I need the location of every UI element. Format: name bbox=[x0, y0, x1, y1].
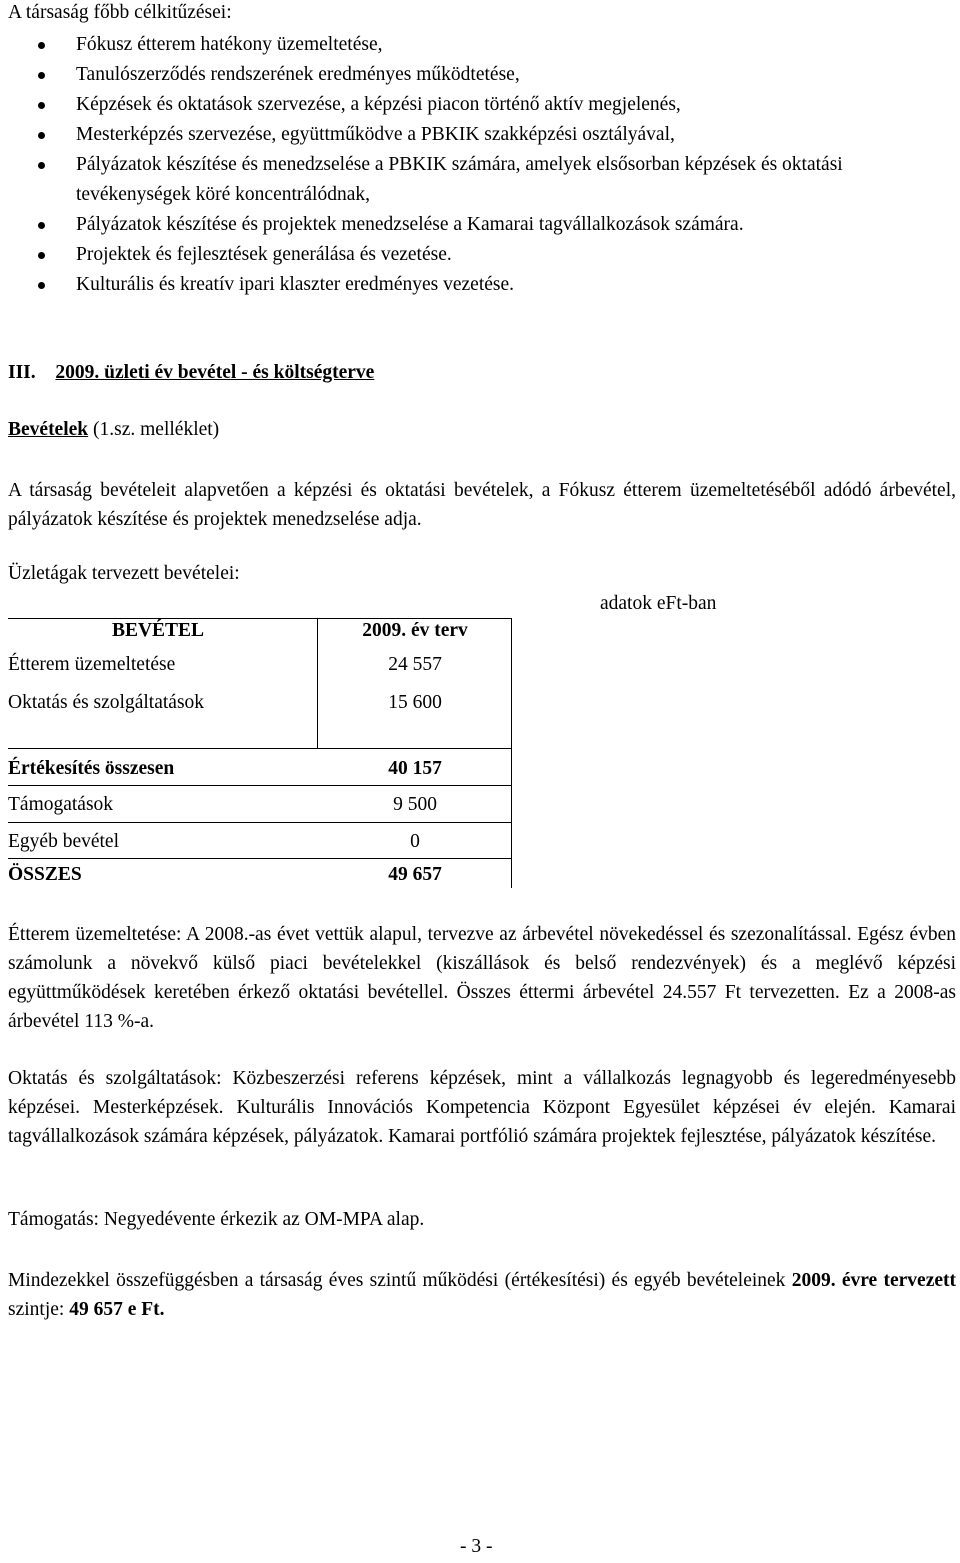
table-row-label: ÖSSZES bbox=[8, 864, 82, 885]
table-row-label: Egyéb bevétel bbox=[8, 831, 119, 852]
summary-paragraph: Mindezekkel összefüggésben a társaság éves szintű működési (értékesítési) és egyéb bevételeinek 2009. évre tervezett szintje: 49 657 e Ft. bbox=[8, 1270, 956, 1320]
table-row-value: 9 500 bbox=[393, 794, 437, 815]
bullet-icon bbox=[38, 222, 45, 229]
section-heading bbox=[8, 362, 374, 384]
table-row-value: 15 600 bbox=[388, 692, 442, 713]
education-paragraph: Oktatás és szolgáltatások: Közbeszerzési referens képzések, mint a vállalkozás legnagyobb és legeredményesebb képzései. Mesterképzések. Kulturális Innovációs Kompetencia Központ Egyesület képzései év elején. Kamarai tagvállalkozások számára képzések, pályázatok. Kamarai portfólió számára projektek fejlesztése, pályázatok készítése. bbox=[8, 1068, 956, 1147]
goals-heading: A társaság főbb célkitűzései: bbox=[8, 2, 232, 23]
revenues-ref: (1.sz. melléklet) bbox=[88, 419, 220, 440]
bullet-icon bbox=[38, 102, 45, 109]
bullet-icon bbox=[38, 132, 45, 139]
table-border bbox=[8, 785, 512, 786]
bullet-icon bbox=[38, 42, 45, 49]
goal-item: Tanulószerződés rendszerének eredményes működtetése, bbox=[0, 60, 960, 90]
bullet-icon bbox=[38, 282, 45, 289]
page-number: - 3 - bbox=[460, 1536, 493, 1557]
goal-item: Kulturális és kreatív ipari klaszter eredményes vezetése. bbox=[0, 270, 960, 300]
table-row-value: 24 557 bbox=[388, 654, 442, 675]
support-paragraph: Támogatás: Negyedévente érkezik az OM-MPA alap. bbox=[8, 1209, 425, 1230]
table-header-year: 2009. év terv bbox=[362, 620, 468, 641]
table-row-value: 49 657 bbox=[388, 864, 442, 885]
table-row-label: Értékesítés összesen bbox=[8, 758, 175, 779]
table-row-label: Oktatás és szolgáltatások bbox=[8, 692, 205, 713]
restaurant-paragraph: Étterem üzemeltetése: A 2008.-as évet vettük alapul, tervezve az árbevétel növekedéssel és szezonalítással. Egész évben számolunk a növekvő külső piaci bevételekkel (kiszállások és belső rendezvények) és a meglévő képzési együttműködések keretében érkező oktatási bevétellel. Összes éttermi árbevétel 24.557 Ft tervezetten. Ez a 2008-as árbevétel 113 %-a. bbox=[8, 924, 956, 1032]
bullet-icon bbox=[38, 252, 45, 259]
section-number: III. bbox=[8, 362, 36, 383]
table-border bbox=[8, 618, 512, 619]
goal-item: Projektek és fejlesztések generálása és vezetése. bbox=[0, 240, 960, 270]
table-row-value: 40 157 bbox=[388, 758, 442, 779]
table-row-label: Támogatások bbox=[8, 794, 114, 815]
planned-revenues-label: Üzletágak tervezett bevételei: bbox=[8, 563, 240, 584]
table-border bbox=[8, 822, 512, 823]
goal-item: Mesterképzés szervezése, együttműködve a PBKIK szakképzési osztályával, bbox=[0, 120, 960, 150]
revenues-title: Bevételek bbox=[8, 419, 89, 440]
table-header-label: BEVÉTEL bbox=[111, 620, 205, 641]
goal-item: Képzések és oktatások szervezése, a képzési piacon történő aktív megjelenés, bbox=[0, 90, 960, 120]
table-border bbox=[8, 748, 512, 749]
table-border bbox=[8, 858, 512, 859]
goals-list bbox=[0, 30, 960, 300]
revenues-intro: A társaság bevételeit alapvetően a képzési és oktatási bevételek, a Fókusz étterem üzemeltetéséből adódó árbevétel, pályázatok készítése és projektek menedzselése adja. bbox=[8, 480, 956, 530]
unit-note: adatok eFt-ban bbox=[600, 593, 717, 614]
goal-item: Pályázatok készítése és menedzselése a PBKIK számára, amelyek elsősorban képzések és oktatási tevékenységek köré koncentrálódnak, bbox=[0, 150, 960, 210]
bullet-icon bbox=[38, 72, 45, 79]
table-row-value: 0 bbox=[410, 831, 420, 852]
bullet-icon bbox=[38, 162, 45, 169]
section-title: 2009. üzleti év bevétel - és költségterve bbox=[55, 362, 375, 383]
table-row-label: Étterem üzemeltetése bbox=[8, 654, 176, 675]
goal-item: Pályázatok készítése és projektek menedzselése a Kamarai tagvállalkozások számára. bbox=[0, 210, 960, 240]
revenues-heading bbox=[8, 419, 219, 441]
goal-item: Fókusz étterem hatékony üzemeltetése, bbox=[0, 30, 960, 60]
